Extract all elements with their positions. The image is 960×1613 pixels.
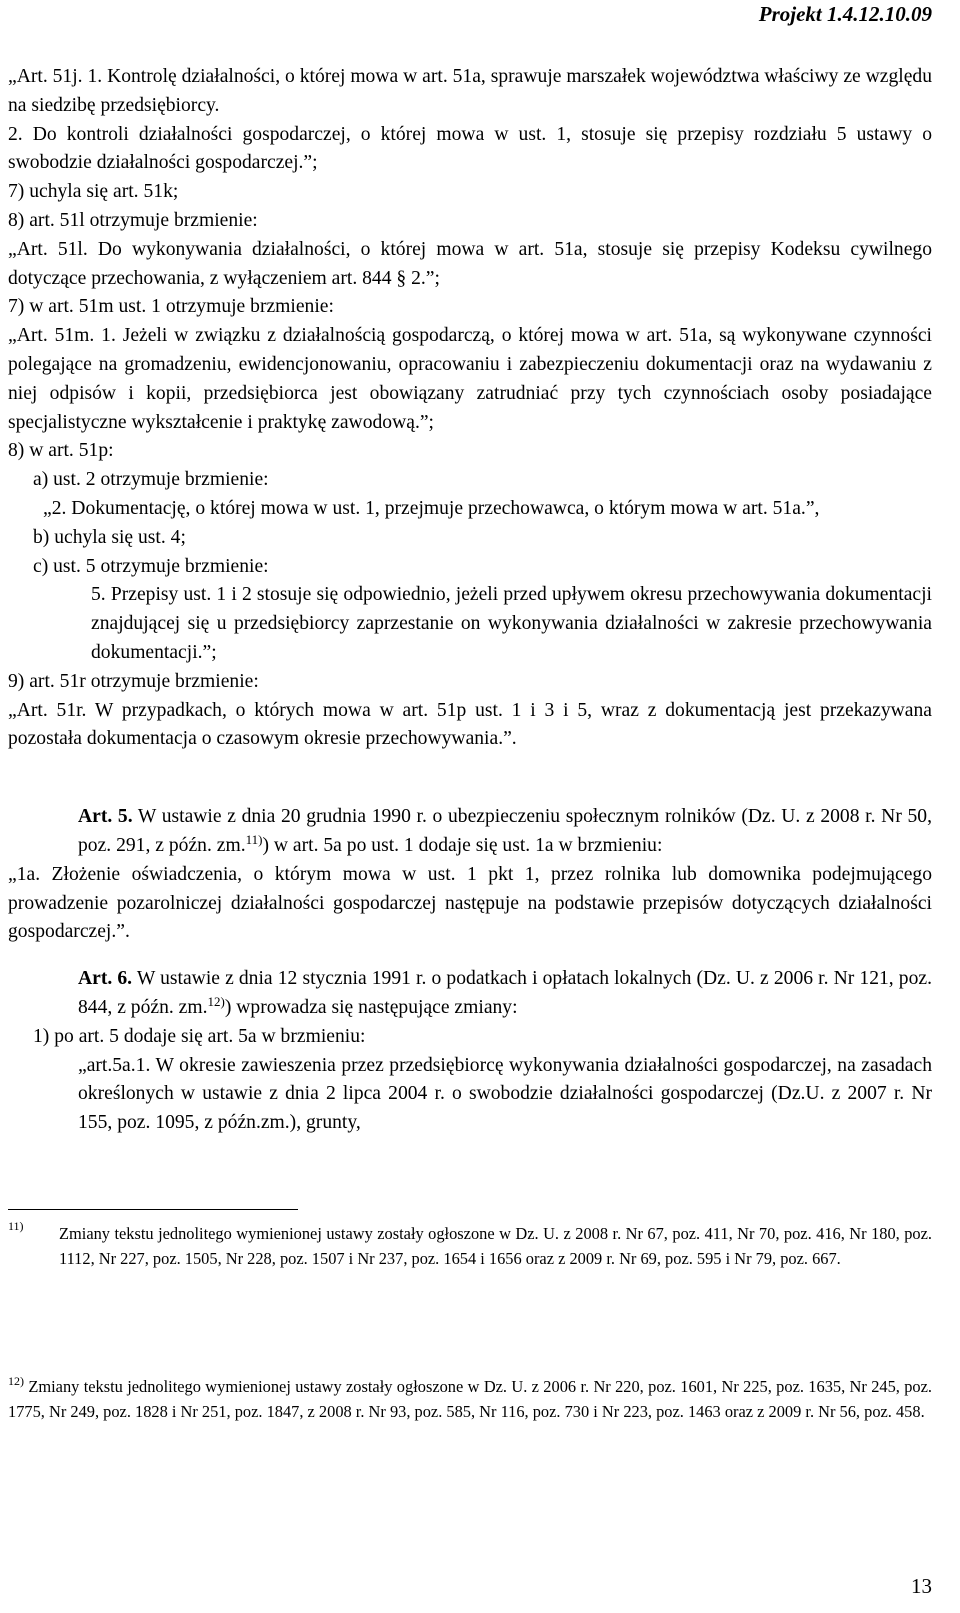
paragraph-item-8-art51p: 8) w art. 51p:	[8, 440, 114, 462]
article-heading: Art. 5.	[78, 806, 133, 828]
paragraph-item-8: 8) art. 51l otrzymuje brzmienie:	[8, 209, 258, 231]
paragraph-1a: „1a. Złożenie oświadczenia, o którym mowa w ust. 1 pkt 1, przez rolnika lub domownika podejmującego prowadzenie pozarolniczej działalności gospodarczej następuje na podstawie przepisów dotyczących działalności gospodarczej.”.	[8, 863, 932, 943]
paragraph-art51r: „Art. 51r. W przypadkach, o których mowa w art. 51p ust. 1 i 3 i 5, wraz z dokumentacją jest przekazywana pozostała dokumentacja o czasowym okresie przechowywania.”.	[8, 699, 932, 750]
art5-text-a: W ustawie z dnia 20 grudnia 1990 r. o ubezpieczeniu społecznym rolników (Dz. U. z 2008 r. Nr 50, poz. 291, z późn. zm.	[78, 806, 932, 856]
paragraph-ust-2: „2. Dokumentację, o której mowa w ust. 1, przejmuje przechowawca, o którym mowa w art. 51a.”,	[43, 497, 820, 519]
page-number: 13	[911, 1574, 932, 1598]
document-body	[8, 63, 932, 1138]
paragraph-art51m: „Art. 51m. 1. Jeżeli w związku z działalnością gospodarczą, o której mowa w art. 51a, są wykonywane czynności polegające na gromadzeniu, ewidencjonowaniu, opracowaniu i zabezpieczeniu dokumentacji oraz na wydawaniu z niej odpisów i kopii, przedsiębiorca jest obowiązany zatrudniać przy tych czynnościach osoby posiadające specjalistyczne wykształcenie i praktykę zawodową.”;	[8, 325, 932, 433]
paragraph-item-7-art51m: 7) w art. 51m ust. 1 otrzymuje brzmienie:	[8, 296, 334, 318]
paragraph-art6	[8, 965, 932, 1023]
footnote-ref-11: 11)	[245, 831, 263, 847]
paragraph-item-b: b) uchyla się ust. 4;	[33, 526, 186, 548]
paragraph-art5	[8, 803, 932, 861]
art6-text-b: ) wprowadza się następujące zmiany:	[224, 996, 518, 1018]
paragraph-ust-5: 5. Przepisy ust. 1 i 2 stosuje się odpowiednio, jeżeli przed upływem okresu przechowywania dokumentacji znajdującej się u przedsiębiorcy zaprzestanie on wykonywania działalności w zakresie przechowywania dokumentacji.”;	[91, 584, 932, 663]
paragraph-item-a: a) ust. 2 otrzymuje brzmienie:	[33, 469, 269, 491]
paragraph-item-7-repeal: 7) uchyla się art. 51k;	[8, 181, 179, 203]
paragraph-art51l: „Art. 51l. Do wykonywania działalności, o której mowa w art. 51a, stosuje się przepisy Kodeksu cywilnego dotyczące przechowania, z wyłączeniem art. 844 § 2.”;	[8, 238, 932, 289]
paragraph-art6-item-1: 1) po art. 5 dodaje się art. 5a w brzmieniu:	[33, 1025, 366, 1047]
article-heading: Art. 6.	[78, 968, 133, 990]
footnote-text: Zmiany tekstu jednolitego wymienionej ustawy zostały ogłoszone w Dz. U. z 2008 r. Nr 67, poz. 411, Nr 70, poz. 416, Nr 180, poz. 1112, Nr 227, poz. 1505, Nr 228, poz. 1507 i Nr 237, poz. 1654 i 1656 oraz z 2009 r. Nr 69, poz. 595 i Nr 79, poz. 667.	[59, 1224, 932, 1268]
footnote-11: 11) Zmiany tekstu jednolitego wymienionej ustawy zostały ogłoszone w Dz. U. z 2008 r. Nr 67, poz. 411, Nr 70, poz. 416, Nr 180, poz. 1112, Nr 227, poz. 1505, Nr 228, poz. 1507 i Nr 237, poz. 1654 i 1656 oraz z 2009 r. Nr 69, poz. 595 i Nr 79, poz. 667.	[8, 1222, 932, 1271]
footnote-text	[8, 1375, 932, 1424]
footnote-mark: 12)	[8, 1374, 24, 1388]
project-header: Projekt 1.4.12.10.09	[758, 2, 932, 26]
art6-text-a: W ustawie z dnia 12 stycznia 1991 r. o podatkach i opłatach lokalnych (Dz. U. z 2006 r. Nr 121, poz. 844, z późn. zm.	[78, 968, 932, 1018]
art5-text-b: ) w art. 5a po ust. 1 dodaje się ust. 1a w brzmieniu:	[262, 834, 663, 856]
footnote-12	[8, 1375, 932, 1424]
paragraph-item-9: 9) art. 51r otrzymuje brzmienie:	[8, 670, 259, 692]
footnote-divider	[8, 1209, 298, 1210]
paragraph-art5a: „art.5a.1. W okresie zawieszenia przez przedsiębiorcę wykonywania działalności gospodarczej, na zasadach określonych w ustawie z dnia 2 lipca 2004 r. o swobodzie działalności gospodarczej (Dz.U. z 2007 r. Nr 155, poz. 1095, z późn.zm.), grunty,	[78, 1054, 932, 1134]
paragraph-item-c: c) ust. 5 otrzymuje brzmienie:	[33, 555, 269, 577]
footnote-body: Zmiany tekstu jednolitego wymienionej ustawy zostały ogłoszone w Dz. U. z 2006 r. Nr 220, poz. 1601, Nr 225, poz. 1635, Nr 245, poz. 1775, Nr 249, poz. 1828 i Nr 251, poz. 1847, z 2008 r. Nr 93, poz. 585, Nr 116, poz. 730 i Nr 223, poz. 1463 oraz z 2009 r. Nr 56, poz. 458.	[8, 1377, 932, 1421]
paragraph-art51j-2: 2. Do kontroli działalności gospodarczej, o której mowa w ust. 1, stosuje się przepisy rozdziału 5 ustawy o swobodzie działalności gospodarczej.”;	[8, 123, 932, 174]
paragraph-art51j-1: „Art. 51j. 1. Kontrolę działalności, o której mowa w art. 51a, sprawuje marszałek województwa właściwy ze względu na siedzibę przedsiębiorcy.	[8, 66, 932, 116]
footnote-ref-12: 12)	[207, 993, 225, 1009]
